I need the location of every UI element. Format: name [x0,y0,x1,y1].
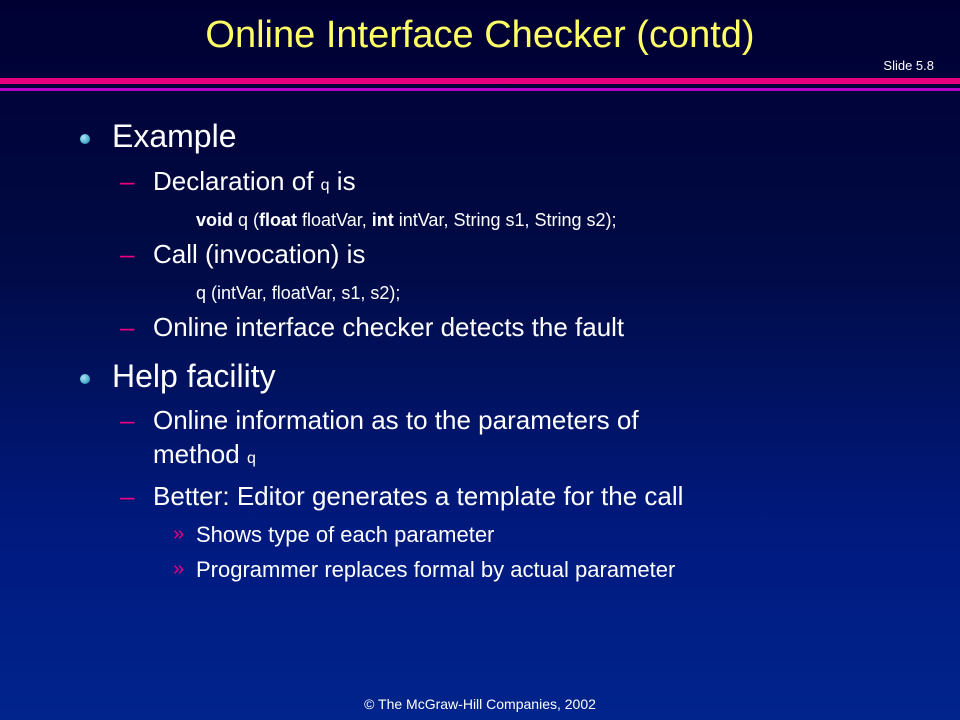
title-divider-pink [0,78,960,84]
bullet-dot-icon [80,374,90,384]
code-part3: intVar, String s1, String s2); [393,210,617,230]
bullet-help-facility: Help facility [112,358,276,394]
code-part2: floatVar, [297,210,372,230]
dash-marker: – [120,312,135,342]
sub-item-programmer-replaces: Programmer replaces formal by actual parameter [196,557,676,582]
dash-marker: – [120,405,135,435]
subbullet-online-info [153,403,639,476]
bullet-dot-icon [80,134,90,144]
online-info-q: q [246,450,256,467]
code-void-keyword: void [196,210,234,230]
declaration-code [196,210,617,231]
subbullet-better: Better: Editor generates a template for the call [153,481,684,511]
declaration-suffix: is [329,166,356,196]
online-info-line1: Online information as to the parameters of [153,405,639,435]
call-code: q (intVar, floatVar, s1, s2); [196,283,401,303]
dash-marker: – [120,166,135,196]
code-int-keyword: int [371,210,394,230]
subbullet-declaration [153,164,356,203]
subbullet-detects: Online interface checker detects the fault [153,312,625,342]
bullet-example: Example [112,118,237,154]
raquo-marker: » [173,523,185,545]
dash-marker: – [120,239,135,269]
title-divider-purple [0,88,960,91]
slide-number: Slide 5.8 [883,58,934,73]
slide-title: Online Interface Checker (contd) [205,14,755,56]
raquo-marker: » [173,558,185,580]
declaration-prefix: Declaration of [153,166,321,196]
sub-item-shows-type: Shows type of each parameter [196,522,495,547]
declaration-q: q [320,177,330,194]
dash-marker: – [120,481,135,511]
footer-copyright: © The McGraw-Hill Companies, 2002 [364,696,596,712]
code-part1: q ( [233,210,260,230]
code-float-keyword: float [259,210,298,230]
online-info-line2-prefix: method [153,439,247,469]
subbullet-call: Call (invocation) is [153,239,366,269]
